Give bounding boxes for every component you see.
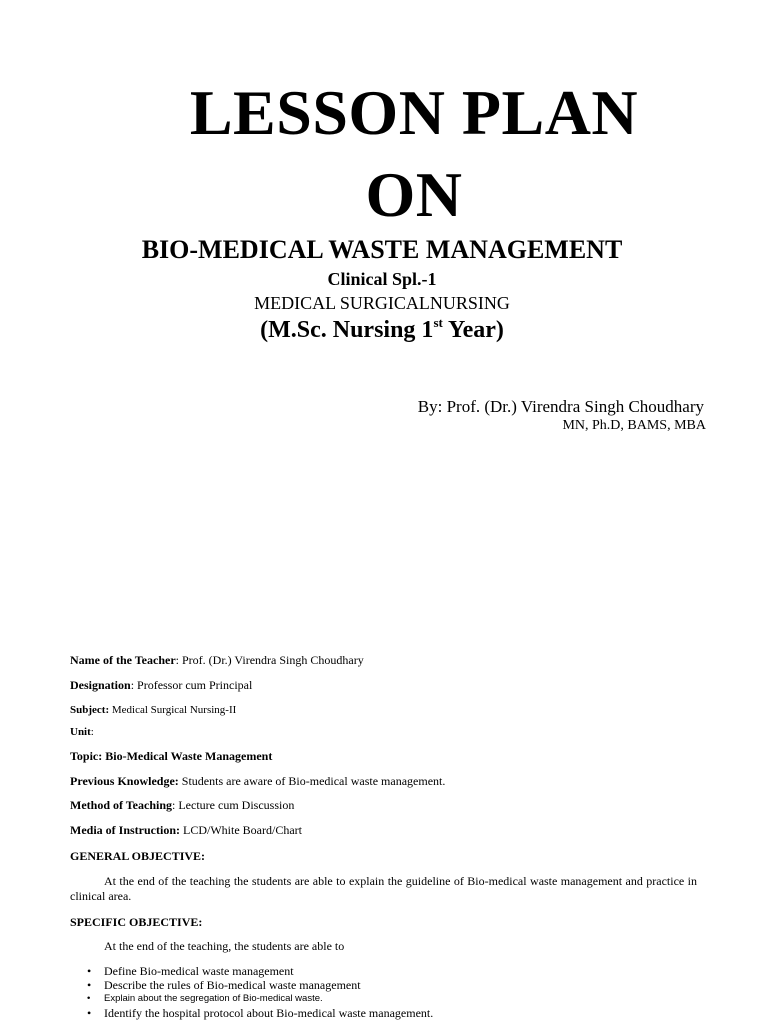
year-prefix: (M.Sc. Nursing 1 [260,317,434,343]
method-row [70,797,294,813]
specific-objective-heading [70,914,202,930]
unit-label: Unit [70,726,91,738]
method-value: : Lecture cum Discussion [172,798,295,812]
bullet-icon: • [87,1006,92,1020]
topic-label: Topic: Bio-Medical Waste Management [70,749,273,763]
bullet-icon: • [87,978,92,992]
subject-label: Subject: [70,704,110,716]
general-objective-heading [70,848,205,864]
subject-row [70,702,236,718]
previous-knowledge-row [70,773,445,789]
teacher-value: : Prof. (Dr.) Virendra Singh Choudhary [175,653,364,667]
specific-objective-list [70,964,433,1020]
teacher-label: Name of the Teacher [70,653,176,667]
document-subtitle: BIO-MEDICAL WASTE MANAGEMENT [141,235,623,264]
list-item-text: Define Bio-medical waste management [104,964,294,978]
designation-value: : Professor cum Principal [130,678,253,692]
designation-row [70,677,252,693]
list-item [87,964,433,978]
media-value: LCD/White Board/Chart [180,823,302,837]
specific-objective-label: SPECIFIC OBJECTIVE: [70,915,203,929]
general-objective-label: GENERAL OBJECTIVE: [70,849,206,863]
previous-knowledge-label: Previous Knowledge: [70,774,179,788]
clinical-label: Clinical Spl.-1 [327,269,437,289]
bullet-icon: • [87,993,91,1004]
author-qualifications: MN, Ph.D, BAMS, MBA [562,418,706,433]
general-objective-text: At the end of the teaching the students are able to explain the guideline of Bio-medical waste management and practice in clinical area. [70,874,697,903]
list-item [87,1006,434,1020]
list-item-text: Identify the hospital protocol about Bio-medical waste management. [104,1006,434,1020]
topic-row [70,748,272,764]
media-label: Media of Instruction: [70,823,180,837]
title-line-2: ON [365,159,463,230]
list-item [87,978,433,992]
bullet-icon: • [87,964,92,978]
subject-value: Medical Surgical Nursing-II [109,704,237,716]
unit-value: : [90,726,94,738]
year-superscript: st [433,315,443,330]
list-item-text: Describe the rules of Bio-medical waste management [104,978,361,992]
previous-knowledge-value: Students are aware of Bio-medical waste management. [178,774,446,788]
teacher-row [70,652,364,668]
list-item [87,992,433,1006]
media-row [70,822,302,838]
course-name: MEDICAL SURGICALNURSING [254,293,510,313]
program-year [0,315,764,344]
method-label: Method of Teaching [70,798,173,812]
author-line: By: Prof. (Dr.) Virendra Singh Choudhary [417,397,704,416]
designation-label: Designation [70,678,131,692]
list-item-text: Explain about the segregation of Bio-medical waste. [104,993,323,1004]
unit-row [70,724,94,740]
specific-objective-intro: At the end of the teaching, the students are able to [104,939,345,953]
year-suffix: Year) [442,317,504,343]
title-line-1: LESSON PLAN [189,77,639,148]
